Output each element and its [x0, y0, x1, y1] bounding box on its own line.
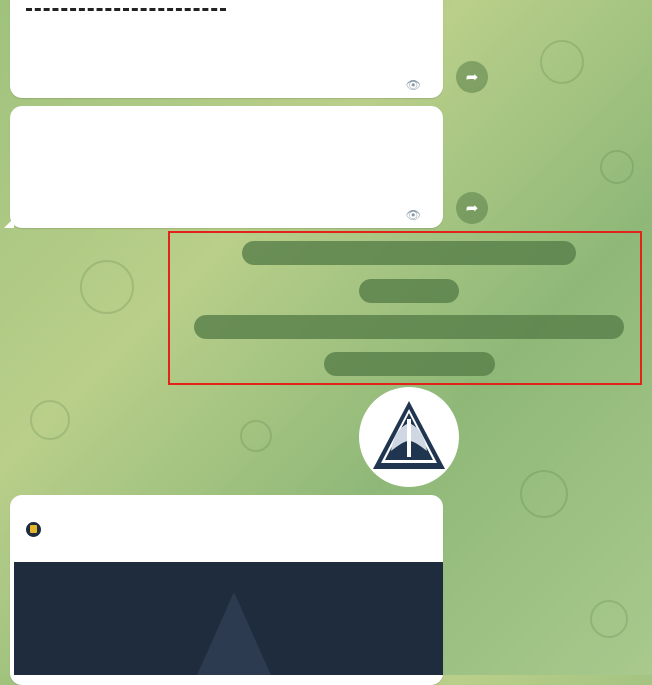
background-doodle [80, 260, 134, 314]
message-meta [406, 78, 433, 92]
highlight-box [168, 231, 642, 385]
message-bubble-1[interactable] [10, 0, 443, 98]
separator-line [26, 8, 226, 11]
background-doodle [520, 470, 568, 518]
background-doodle [590, 600, 628, 638]
eye-icon: 👁 [405, 78, 421, 92]
source-avatar-icon [26, 522, 41, 537]
share-button[interactable] [456, 61, 488, 93]
background-doodle [600, 150, 634, 184]
background-doodle [30, 400, 70, 440]
share-arrow-icon: ➦ [465, 68, 479, 86]
background-doodle [240, 420, 272, 452]
message-meta [406, 208, 433, 222]
forwarded-from[interactable] [26, 522, 436, 540]
channel-photo[interactable] [359, 387, 459, 487]
share-button[interactable] [456, 192, 488, 224]
background-doodle [540, 40, 584, 84]
emblem-watermark [194, 592, 274, 675]
eye-icon: 👁 [405, 208, 421, 222]
message-bubble-2[interactable] [10, 106, 443, 228]
forwarded-image[interactable] [14, 562, 443, 675]
air-force-emblem-icon [369, 397, 449, 477]
share-arrow-icon: ➦ [465, 199, 479, 217]
